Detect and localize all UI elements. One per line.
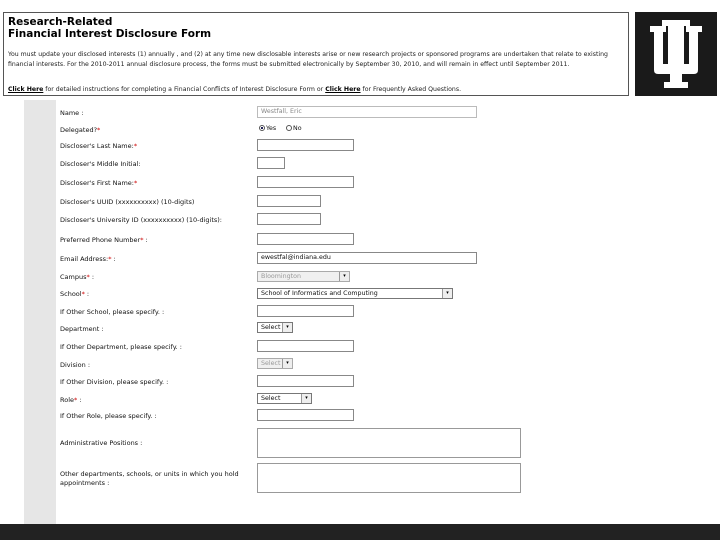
middle-initial-input[interactable] — [257, 157, 285, 169]
faq-link[interactable]: Click Here — [325, 86, 361, 93]
department-select[interactable]: Select ▾ — [257, 322, 293, 333]
faq-text: for Frequently Asked Questions. — [360, 86, 462, 93]
help-links — [8, 86, 461, 93]
radio-selected-icon — [259, 125, 265, 131]
dropdown-arrow-icon: ▾ — [301, 394, 311, 403]
other-department-label: If Other Department, please specify. : — [60, 343, 182, 351]
school-select[interactable]: School of Informatics and Computing ▾ — [257, 288, 453, 299]
delegated-yes-radio[interactable]: Yes — [259, 125, 276, 132]
other-role-label: If Other Role, please specify. : — [60, 412, 157, 420]
last-name-label: Discloser's Last Name:* — [60, 142, 138, 150]
first-name-input[interactable] — [257, 176, 354, 188]
admin-positions-textarea[interactable] — [257, 428, 521, 458]
department-label: Department : — [60, 325, 104, 333]
email-input[interactable]: ewestfal@indiana.edu — [257, 252, 477, 264]
other-depts-label-2: appointments : — [60, 479, 110, 487]
other-role-input[interactable] — [257, 409, 354, 421]
intro-text: You must update your disclosed interests (1) annually , and (2) at any time new disclosable interests arise or new research projects or sponsored programs are undertaken that relate to existing financial interests. For the 2010-2011 annual disclosure process, the forms must be submitted electronically by September 30, 2010, and will remain in effect until September 2011. — [8, 51, 608, 68]
delegated-label: Delegated?* — [60, 126, 101, 134]
first-name-label: Discloser's First Name:* — [60, 179, 138, 187]
division-label: Division : — [60, 361, 91, 369]
school-label: School* : — [60, 290, 90, 298]
uuid-input[interactable] — [257, 195, 321, 207]
other-school-label: If Other School, please specify. : — [60, 308, 165, 316]
title-line-2: Financial Interest Disclosure Form — [8, 28, 212, 40]
middle-initial-label: Discloser's Middle Initial: — [60, 160, 141, 168]
instructions-link[interactable]: Click Here — [8, 86, 44, 93]
campus-select[interactable]: Bloomington ▾ — [257, 271, 350, 282]
university-id-label: Discloser's University ID (xxxxxxxxxx) (10-digits): — [60, 216, 222, 224]
admin-positions-label: Administrative Positions : — [60, 439, 143, 447]
name-field[interactable]: Westfall, Eric — [257, 106, 477, 118]
other-division-label: If Other Division, please specify. : — [60, 378, 169, 386]
other-depts-label-1: Other departments, schools, or units in which you hold — [60, 470, 239, 478]
form-header — [3, 12, 629, 96]
instructions-text: for detailed instructions for completing a Financial Conflicts of Interest Disclosure Form or — [43, 86, 326, 93]
phone-input[interactable] — [257, 233, 354, 245]
dropdown-arrow-icon: ▾ — [282, 323, 292, 332]
form-gutter — [24, 100, 56, 524]
uuid-label: Discloser's UUID (xxxxxxxxxx) (10-digits) — [60, 198, 195, 206]
role-select[interactable]: Select ▾ — [257, 393, 312, 404]
dropdown-arrow-icon: ▾ — [339, 272, 349, 281]
university-id-input[interactable] — [257, 213, 321, 225]
other-division-input[interactable] — [257, 375, 354, 387]
iu-trident-logo-icon — [644, 20, 708, 88]
division-select[interactable]: Select ▾ — [257, 358, 293, 369]
other-depts-textarea[interactable] — [257, 463, 521, 493]
radio-empty-icon — [286, 125, 292, 131]
dropdown-arrow-icon: ▾ — [282, 359, 292, 368]
phone-label: Preferred Phone Number* : — [60, 236, 148, 244]
dropdown-arrow-icon: ▾ — [442, 289, 452, 298]
campus-label: Campus* : — [60, 273, 95, 281]
delegated-no-radio[interactable]: No — [286, 125, 302, 132]
email-label: Email Address:* : — [60, 255, 116, 263]
page-title — [8, 16, 211, 40]
other-school-input[interactable] — [257, 305, 354, 317]
last-name-input[interactable] — [257, 139, 354, 151]
role-label: Role* : — [60, 396, 82, 404]
bottom-band — [0, 524, 720, 540]
iu-logo — [635, 12, 717, 96]
other-department-input[interactable] — [257, 340, 354, 352]
title-line-1: Research-Related — [8, 16, 113, 28]
name-label: Name : — [60, 109, 84, 117]
